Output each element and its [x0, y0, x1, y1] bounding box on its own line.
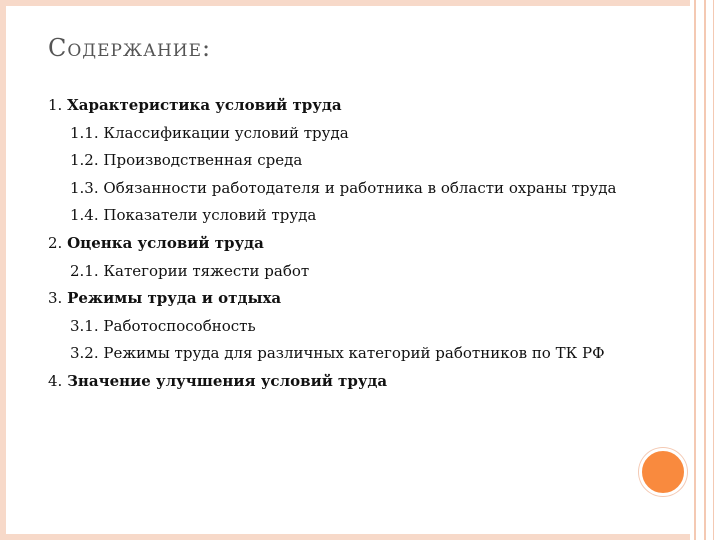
toc-item: [48, 175, 668, 203]
toc-item-number: 1.3.: [70, 178, 99, 197]
toc-item-number: 4.: [48, 371, 63, 390]
toc-item-number: 2.: [48, 233, 63, 252]
toc-item: [48, 285, 668, 313]
toc-item-text: Категории тяжести работ: [103, 261, 310, 280]
toc-item: [48, 120, 668, 148]
toc-item-text: Производственная среда: [103, 151, 303, 170]
toc-item-number: 1.1.: [70, 123, 99, 142]
toc-item: [48, 92, 668, 120]
orange-circle-decoration: [639, 448, 687, 496]
toc-item-text: Обязанности работодателя и работника в области охраны труда: [103, 178, 617, 197]
toc-item: [48, 368, 668, 396]
toc-item-text: Оценка условий труда: [67, 233, 264, 252]
toc-item-text: Значение улучшения условий труда: [67, 371, 388, 390]
right-decorative-stripe: [690, 0, 720, 540]
stripe-line: [713, 0, 714, 540]
toc-item-text: Показатели условий труда: [103, 206, 317, 225]
toc-item-number: 3.2.: [70, 344, 99, 363]
toc-item-number: 3.1.: [70, 316, 99, 335]
toc-item-text: Работоспособность: [103, 316, 256, 335]
toc-item-text: Характеристика условий труда: [67, 96, 342, 114]
toc-item: [48, 202, 668, 230]
toc-item: [48, 147, 668, 175]
toc-item-text: Режимы труда для различных категорий работников по ТК РФ: [103, 344, 605, 363]
toc-item: [48, 230, 668, 258]
toc-item-number: 1.4.: [70, 206, 99, 225]
bottom-border: [0, 534, 720, 540]
left-border: [0, 0, 6, 540]
toc-item: [48, 313, 668, 341]
toc-item: [48, 340, 668, 368]
toc-item-number: 1.: [48, 96, 63, 114]
table-of-contents: [48, 92, 668, 396]
toc-item-text: Классификации условий труда: [103, 123, 349, 142]
top-border: [0, 0, 720, 6]
stripe-line: [704, 0, 706, 540]
slide-title: Содержание:: [48, 34, 212, 62]
toc-item-number: 3.: [48, 289, 63, 308]
toc-item-number: 1.2.: [70, 151, 99, 170]
stripe-line: [694, 0, 696, 540]
toc-item: [48, 258, 668, 286]
toc-item-number: 2.1.: [70, 261, 99, 280]
toc-item-text: Режимы труда и отдыха: [67, 289, 282, 308]
